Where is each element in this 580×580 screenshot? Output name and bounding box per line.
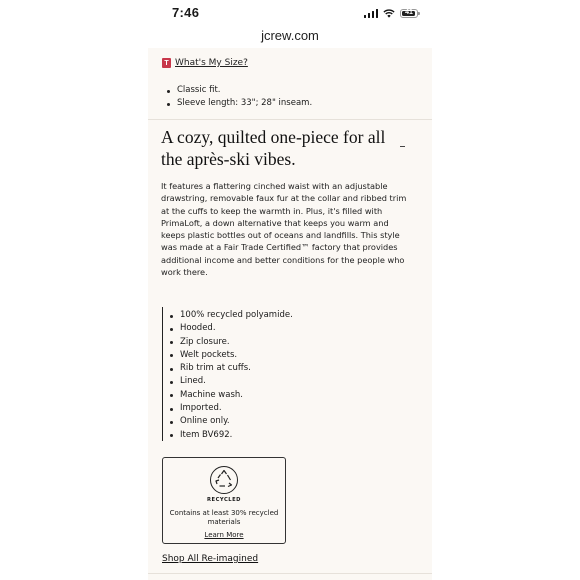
status-time: 7:46 [172, 5, 200, 20]
product-description: It features a flattering cinched waist with an adjustable drawstring, removable faux fur at the collar and ribbed trim at the cuffs to keep the warmth in. Plus, it's filled with PrimaLoft, a down alternative that keeps you warm and keeps plastic bottles out of oceans and landfills. This style was made at a Fair Trade Certified™ factory that provides additional income and better conditions for the people who work there. [161, 181, 407, 278]
list-item: Hooded. [169, 322, 293, 335]
recycled-text: Contains at least 30% recycled materials [169, 509, 279, 526]
list-item: Lined. [169, 375, 293, 388]
dash-mark [400, 146, 405, 147]
whats-my-size-link[interactable]: What's My Size? [175, 58, 248, 68]
features-block [162, 307, 293, 441]
list-item: Online only. [169, 415, 293, 428]
status-bar [148, 0, 432, 28]
url-text: jcrew.com [261, 28, 319, 43]
product-headline: A cozy, quilted one-piece for all the après-ski vibes. [161, 127, 386, 169]
size-badge-icon: T [162, 58, 171, 68]
recycle-icon [209, 465, 239, 495]
recycled-label: RECYCLED [207, 497, 241, 503]
list-item: Welt pockets. [169, 349, 293, 362]
signal-icon [364, 9, 379, 18]
list-item: Item BV692. [169, 429, 293, 442]
section-divider [148, 119, 432, 120]
list-item: Classic fit. [166, 84, 312, 97]
features-list [169, 309, 293, 442]
bottom-divider [148, 573, 432, 574]
recycled-card [162, 457, 286, 544]
list-item: 100% recycled polyamide. [169, 309, 293, 322]
phone-screen [148, 0, 432, 580]
list-item: Zip closure. [169, 336, 293, 349]
list-item: Imported. [169, 402, 293, 415]
status-icons [364, 9, 419, 18]
size-help [162, 58, 248, 68]
battery-icon [400, 9, 418, 18]
list-item: Sleeve length: 33"; 28" inseam. [166, 97, 312, 110]
list-item: Rib trim at cuffs. [169, 362, 293, 375]
address-bar[interactable] [148, 28, 432, 48]
list-item: Machine wash. [169, 389, 293, 402]
shop-all-reimagined-link[interactable]: Shop All Re-imagined [162, 554, 259, 564]
wifi-icon [383, 9, 395, 18]
fit-details-list [166, 84, 312, 111]
learn-more-link[interactable]: Learn More [204, 531, 244, 539]
battery-level: 41 [405, 9, 413, 16]
